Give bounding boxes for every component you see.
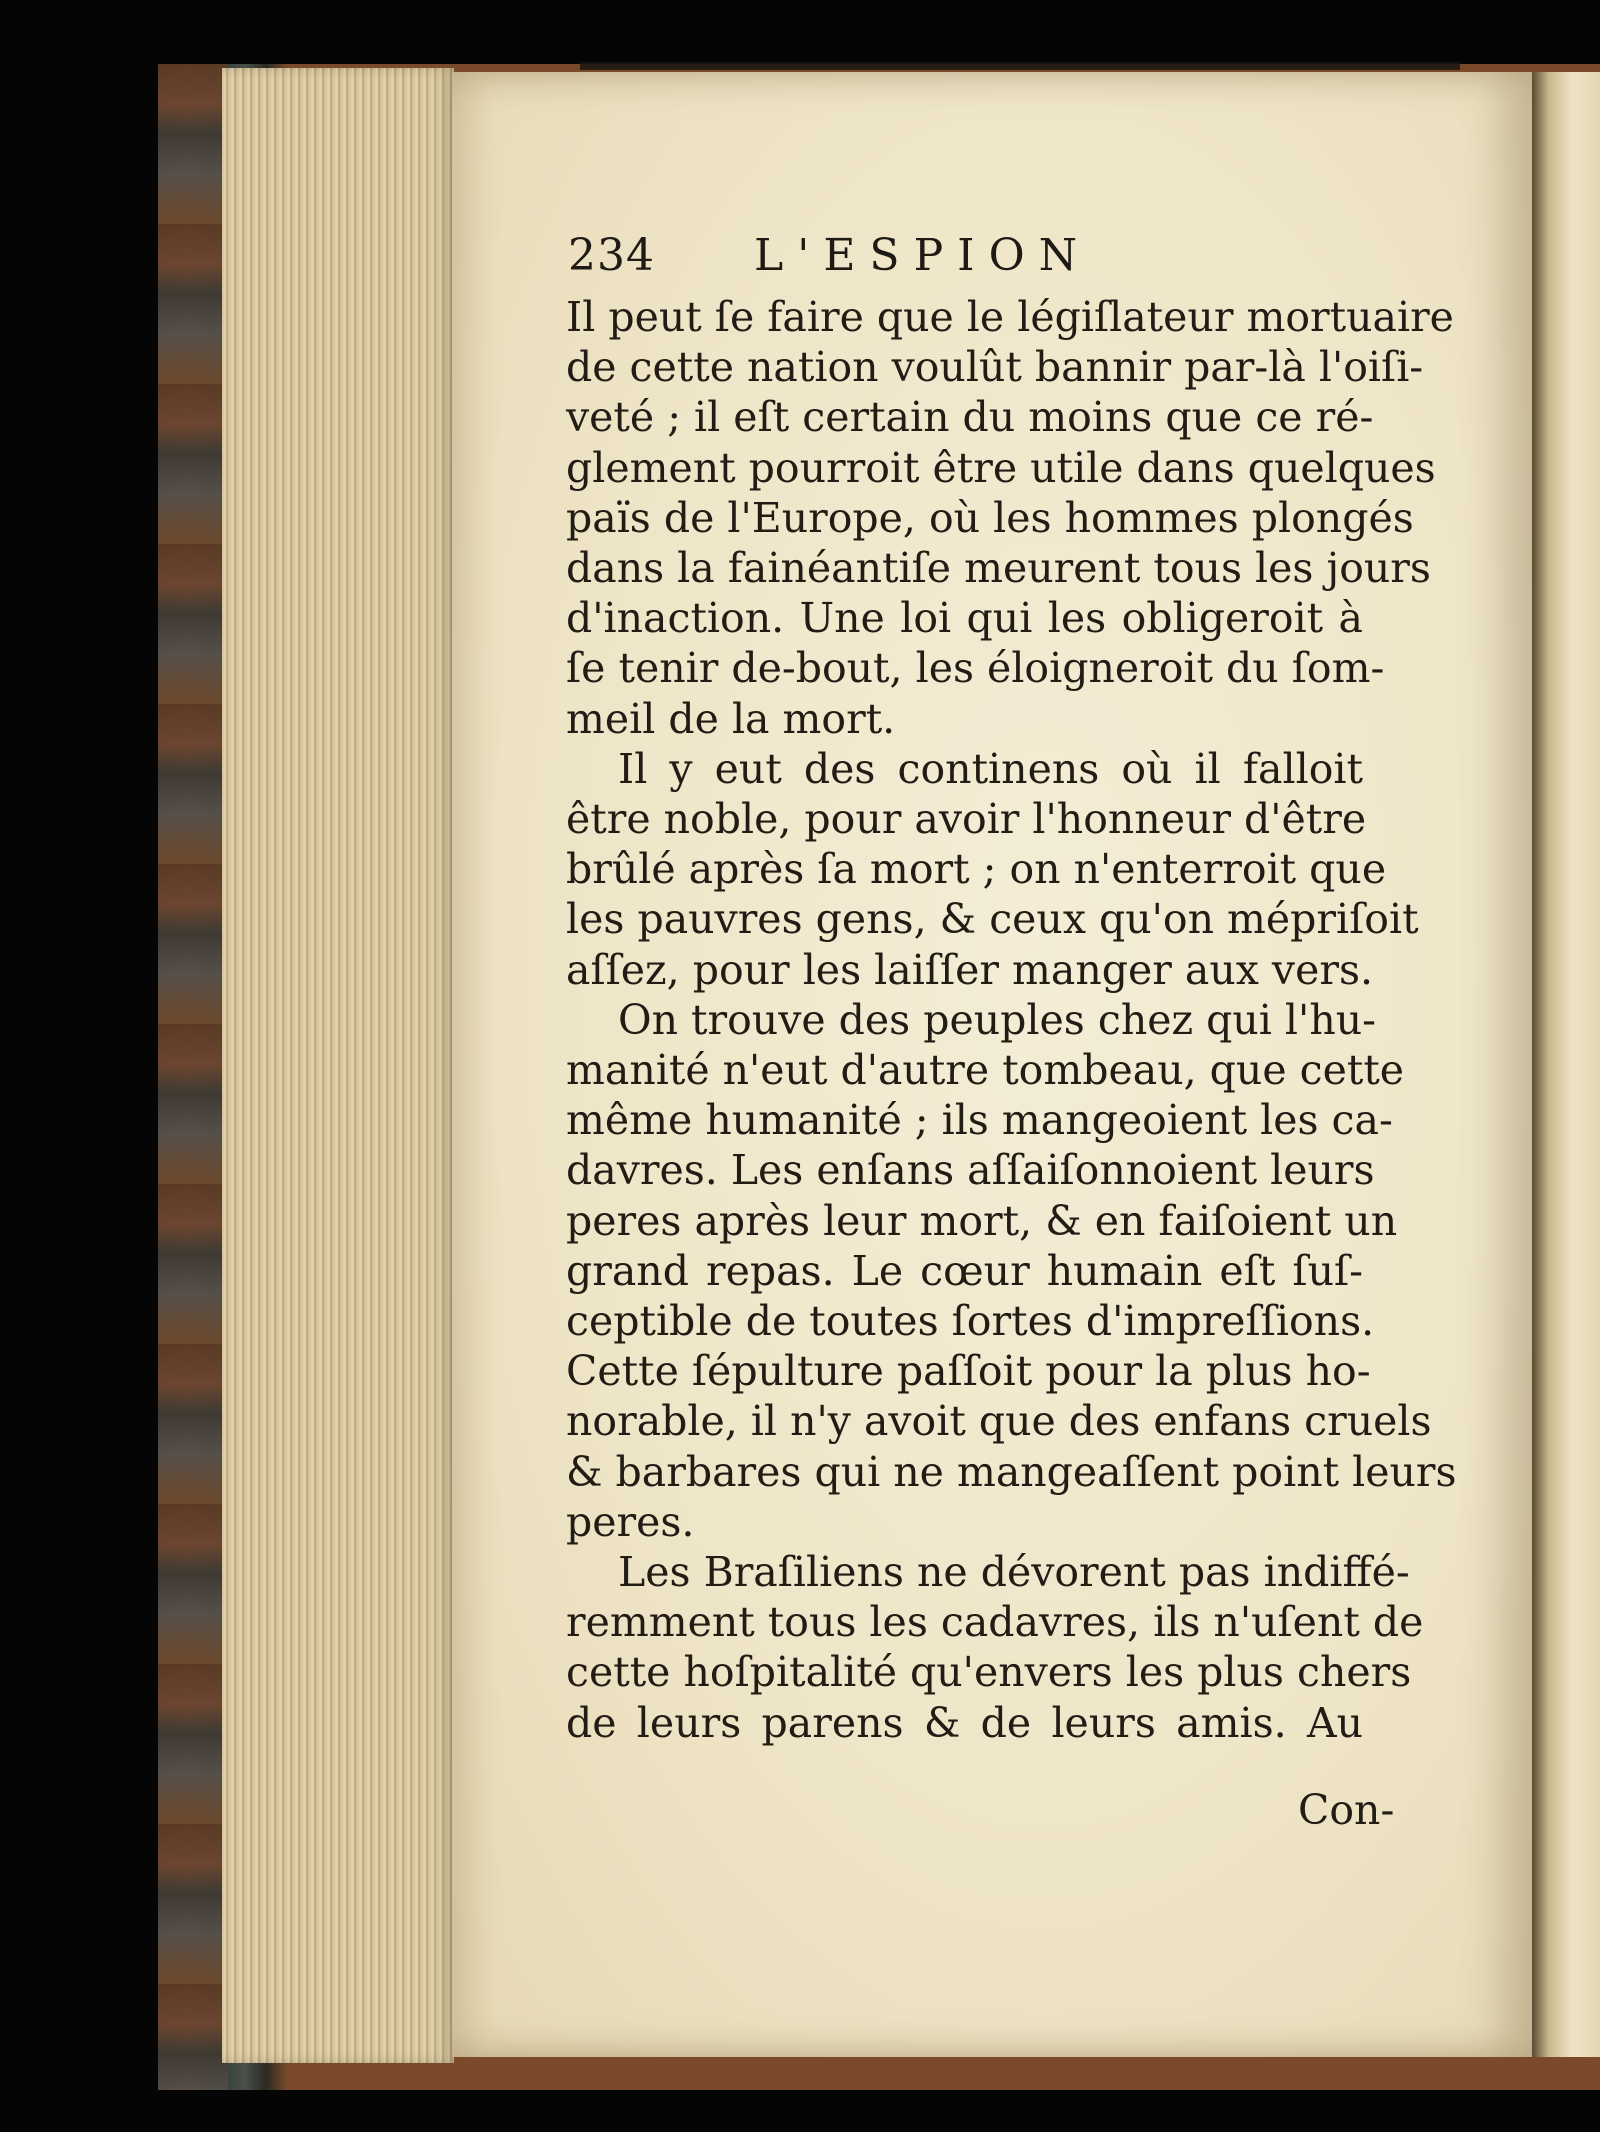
text-line: Les Braſiliens ne dévorent pas indiffé- bbox=[618, 1548, 1410, 1597]
text-line: norable, il n'y avoit que des enfans cruels bbox=[566, 1397, 1432, 1446]
leather-cover-edge bbox=[158, 64, 228, 2090]
text-line: les pauvres gens, & ceux qu'on mépriſoit bbox=[566, 895, 1419, 944]
text-line: manité n'eut d'autre tombeau, que cette bbox=[566, 1046, 1405, 1095]
text-line: glement pourroit être utile dans quelques bbox=[566, 443, 1436, 492]
running-head bbox=[568, 226, 1368, 286]
body-text bbox=[566, 292, 1457, 1748]
text-line: davres. Les enſans aſſaiſonnoient leurs bbox=[566, 1146, 1375, 1195]
text-line: remment tous les cadavres, ils n'uſent de bbox=[566, 1598, 1424, 1647]
page-block-edges bbox=[222, 68, 454, 2063]
text-line: être noble, pour avoir l'honneur d'être bbox=[566, 795, 1367, 844]
text-line: païs de l'Europe, où les hommes plongés bbox=[566, 493, 1414, 542]
text-line: Il y eut des continens où il falloit bbox=[618, 744, 1363, 793]
text-line: meil de la mort. bbox=[566, 694, 896, 743]
page-number: 234 bbox=[568, 230, 655, 281]
text-line: de cette nation voulût bannir par-là l'oiſi- bbox=[566, 343, 1424, 392]
text-line: cette hoſpitalité qu'envers les plus chers bbox=[566, 1648, 1412, 1697]
text-line: même humanité ; ils mangeoient les ca- bbox=[566, 1096, 1393, 1145]
text-line: On trouve des peuples chez qui l'hu- bbox=[618, 995, 1376, 1044]
text-line: ſe tenir de-bout, les éloigneroit du ſom- bbox=[566, 644, 1385, 693]
facing-page-gutter bbox=[1532, 72, 1600, 2057]
text-line: Cette ſépulture paſſoit pour la plus ho- bbox=[566, 1347, 1371, 1396]
catchword: Con- bbox=[1298, 1786, 1395, 1834]
text-line: brûlé après ſa mort ; on n'enterroit que bbox=[566, 845, 1387, 894]
text-line: & barbares qui ne mangeaſſent point leurs bbox=[566, 1447, 1457, 1496]
text-line: veté ; il eſt certain du moins que ce ré- bbox=[566, 393, 1374, 442]
running-title: L'ESPION bbox=[754, 230, 1092, 281]
top-cover-edge bbox=[580, 62, 1460, 70]
text-line: aſſez, pour les laiſſer manger aux vers. bbox=[566, 945, 1374, 994]
text-line: dans la fainéantiſe meurent tous les jours bbox=[566, 544, 1431, 593]
text-line: grand repas. Le cœur humain eſt ſuſ- bbox=[566, 1246, 1363, 1295]
text-line: de leurs parens & de leurs amis. Au bbox=[566, 1698, 1363, 1747]
text-line: peres. bbox=[566, 1497, 695, 1546]
text-line: ceptible de toutes ſortes d'impreſſions. bbox=[566, 1297, 1375, 1346]
text-line: peres après leur mort, & en faiſoient un bbox=[566, 1196, 1398, 1245]
text-line: d'inaction. Une loi qui les obligeroit à bbox=[566, 594, 1363, 643]
text-line: Il peut ſe faire que le légiſlateur mortuaire bbox=[566, 293, 1454, 341]
